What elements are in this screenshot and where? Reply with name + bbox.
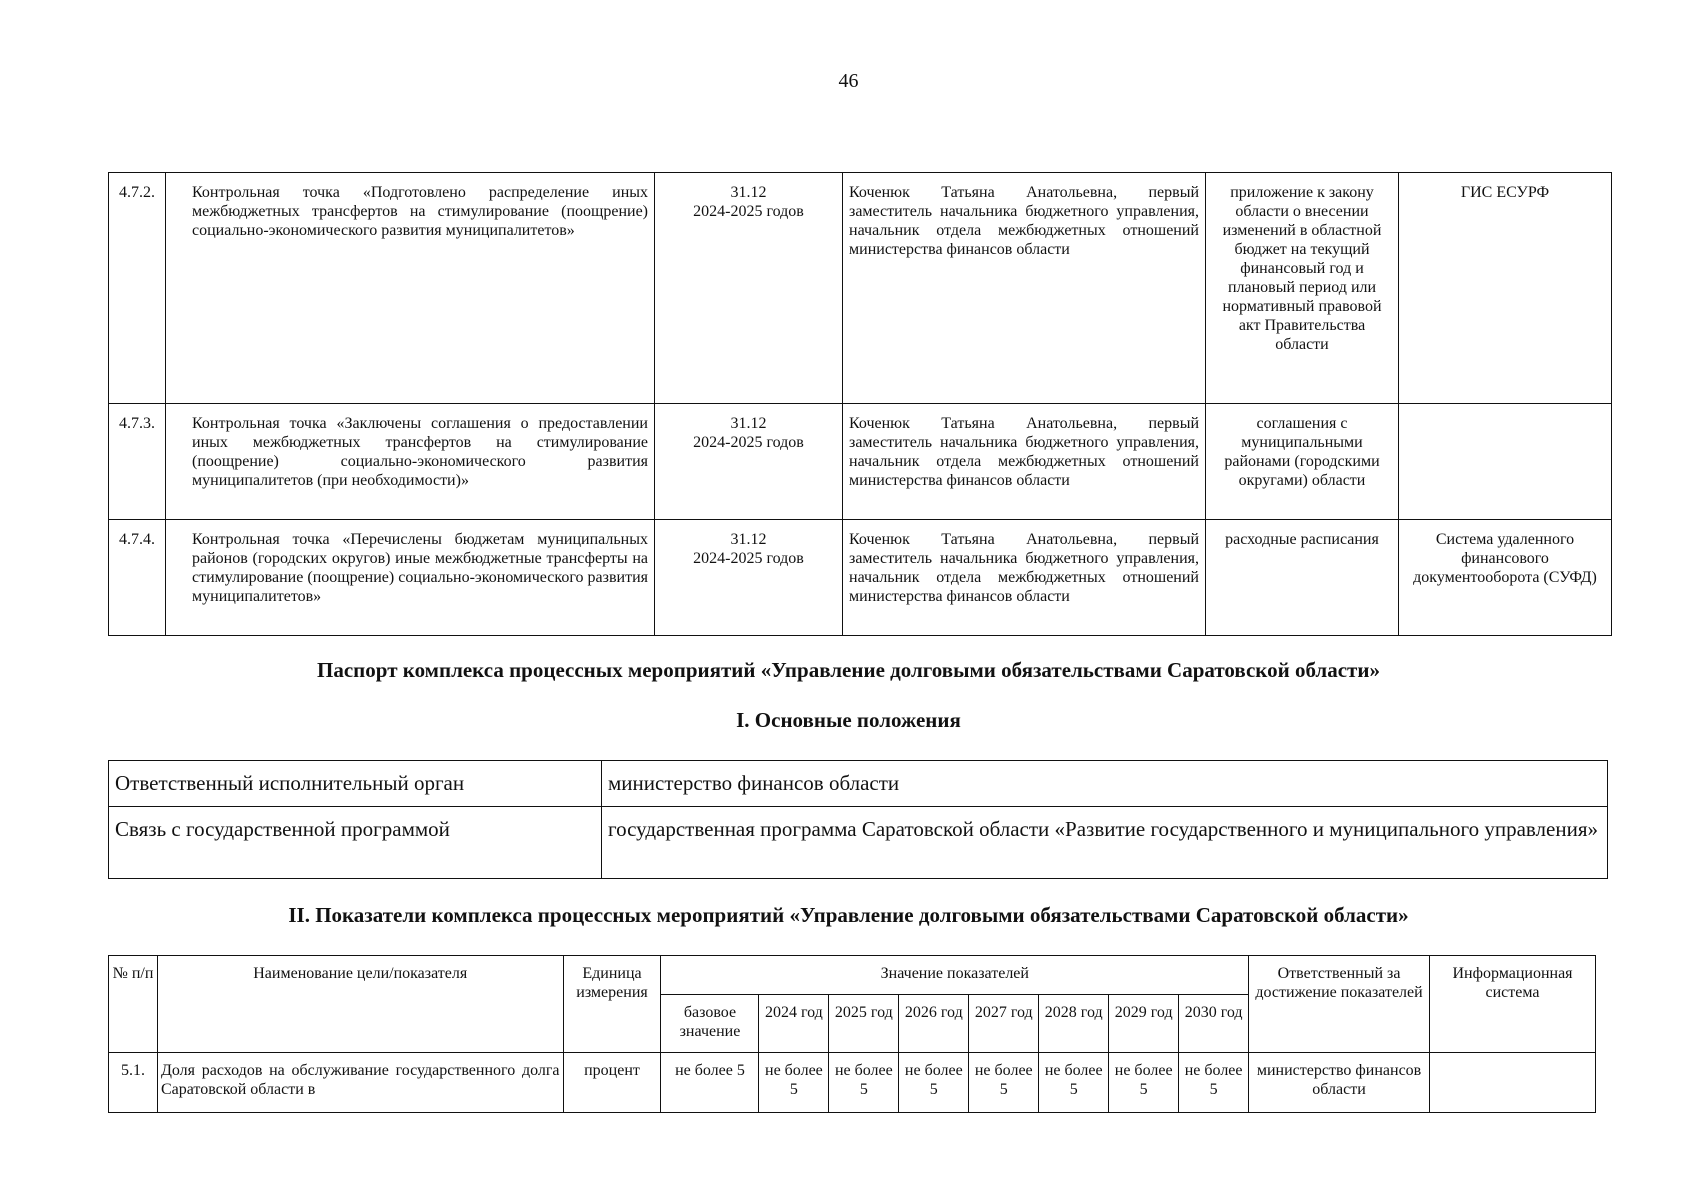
- table-row: [109, 404, 1612, 520]
- information-system: Система удаленного финансового документооборота (СУФД): [1399, 520, 1612, 636]
- header-year: 2027 год: [969, 995, 1039, 1053]
- header-system: Информационная система: [1429, 956, 1595, 1053]
- indicators-table: [108, 955, 1596, 1113]
- deadline-years: 2024-2025 годов: [693, 434, 804, 451]
- provision-key: Связь с государственной программой: [109, 807, 602, 879]
- passport-title: Паспорт комплекса процессных мероприятий «Управление долговыми обязательствами Саратовской области»: [317, 658, 1380, 682]
- table-row: [109, 520, 1612, 636]
- indicator-year-value: не более 5: [759, 1053, 829, 1113]
- row-number: 4.7.3.: [109, 404, 166, 520]
- deadline-cell: [655, 520, 843, 636]
- deadline-cell: [655, 173, 843, 404]
- indicator-responsible: министерство финансов области: [1249, 1053, 1430, 1113]
- indicator-year-value: не более 5: [829, 1053, 899, 1113]
- deadline-cell: [655, 404, 843, 520]
- deadline-years: 2024-2025 годов: [693, 203, 804, 220]
- indicator-base-value: не более 5: [661, 1053, 759, 1113]
- information-system: [1399, 404, 1612, 520]
- header-year: 2030 год: [1179, 995, 1249, 1053]
- indicator-year-value: не более 5: [1039, 1053, 1109, 1113]
- document-type: расходные расписания: [1206, 520, 1399, 636]
- document-type: соглашения с муниципальными районами (городскими округами) области: [1206, 404, 1399, 520]
- responsible-person: Коченюк Татьяна Анатольевна, первый заместитель начальника бюджетного управления, начальник отдела межбюджетных отношений министерства финансов области: [843, 173, 1206, 404]
- section-2-title: II. Показатели комплекса процессных мероприятий «Управление долговыми обязательствами Саратовской области»: [288, 903, 1409, 927]
- responsible-person: Коченюк Татьяна Анатольевна, первый заместитель начальника бюджетного управления, начальник отдела межбюджетных отношений министерства финансов области: [843, 404, 1206, 520]
- header-number: № п/п: [109, 956, 158, 1053]
- indicator-name: Доля расходов на обслуживание государственного долга Саратовской области в: [157, 1053, 563, 1113]
- header-year: 2028 год: [1039, 995, 1109, 1053]
- indicator-system: [1429, 1053, 1595, 1113]
- deadline-date: 31.12: [730, 184, 767, 201]
- header-values-group: Значение показателей: [661, 956, 1249, 995]
- page-number: 46: [838, 70, 859, 92]
- basic-provisions-table: [108, 760, 1608, 879]
- indicator-year-value: не более 5: [899, 1053, 969, 1113]
- table-row: [109, 807, 1608, 879]
- table-row: [109, 1053, 1596, 1113]
- control-point-name: Контрольная точка «Перечислены бюджетам муниципальных районов (городских округов) иные межбюджетные трансферты на стимулирование (поощрение) социально-экономического развития муниципалитетов»: [166, 520, 655, 636]
- document-type: приложение к закону области о внесении изменений в областной бюджет на текущий финансовый год и плановый период или нормативный правовой акт Правительства области: [1206, 173, 1399, 404]
- header-name: Наименование цели/показателя: [157, 956, 563, 1053]
- provision-key: Ответственный исполнительный орган: [109, 761, 602, 807]
- control-points-table: [108, 172, 1612, 636]
- responsible-person: Коченюк Татьяна Анатольевна, первый заместитель начальника бюджетного управления, начальник отдела межбюджетных отношений министерства финансов области: [843, 520, 1206, 636]
- indicator-year-value: не более 5: [969, 1053, 1039, 1113]
- indicator-year-value: не более 5: [1109, 1053, 1179, 1113]
- header-year: 2025 год: [829, 995, 899, 1053]
- row-number: 4.7.4.: [109, 520, 166, 636]
- header-year: 2026 год: [899, 995, 969, 1053]
- deadline-date: 31.12: [730, 415, 767, 432]
- section-1-title: I. Основные положения: [736, 708, 961, 732]
- header-base-value: базовое значение: [661, 995, 759, 1053]
- header-year: 2024 год: [759, 995, 829, 1053]
- header-unit: Единица измерения: [563, 956, 661, 1053]
- table-row: [109, 173, 1612, 404]
- deadline-years: 2024-2025 годов: [693, 550, 804, 567]
- provision-value: министерство финансов области: [602, 761, 1608, 807]
- table-row: [109, 761, 1608, 807]
- control-point-name: Контрольная точка «Заключены соглашения о предоставлении иных межбюджетных трансфертов на стимулирование (поощрение) социально-экономического развития муниципалитетов (при необходимости)»: [166, 404, 655, 520]
- header-year: 2029 год: [1109, 995, 1179, 1053]
- table-header-row: [109, 956, 1596, 995]
- information-system: ГИС ЕСУРФ: [1399, 173, 1612, 404]
- indicator-year-value: не более 5: [1179, 1053, 1249, 1113]
- row-number: 4.7.2.: [109, 173, 166, 404]
- provision-value: государственная программа Саратовской области «Развитие государственного и муниципального управления»: [602, 807, 1608, 879]
- control-point-name: Контрольная точка «Подготовлено распределение иных межбюджетных трансфертов на стимулирование (поощрение) социально-экономического развития муниципалитетов»: [166, 173, 655, 404]
- indicator-unit: процент: [563, 1053, 661, 1113]
- row-number: 5.1.: [109, 1053, 158, 1113]
- header-responsible: Ответственный за достижение показателей: [1249, 956, 1430, 1053]
- deadline-date: 31.12: [730, 531, 767, 548]
